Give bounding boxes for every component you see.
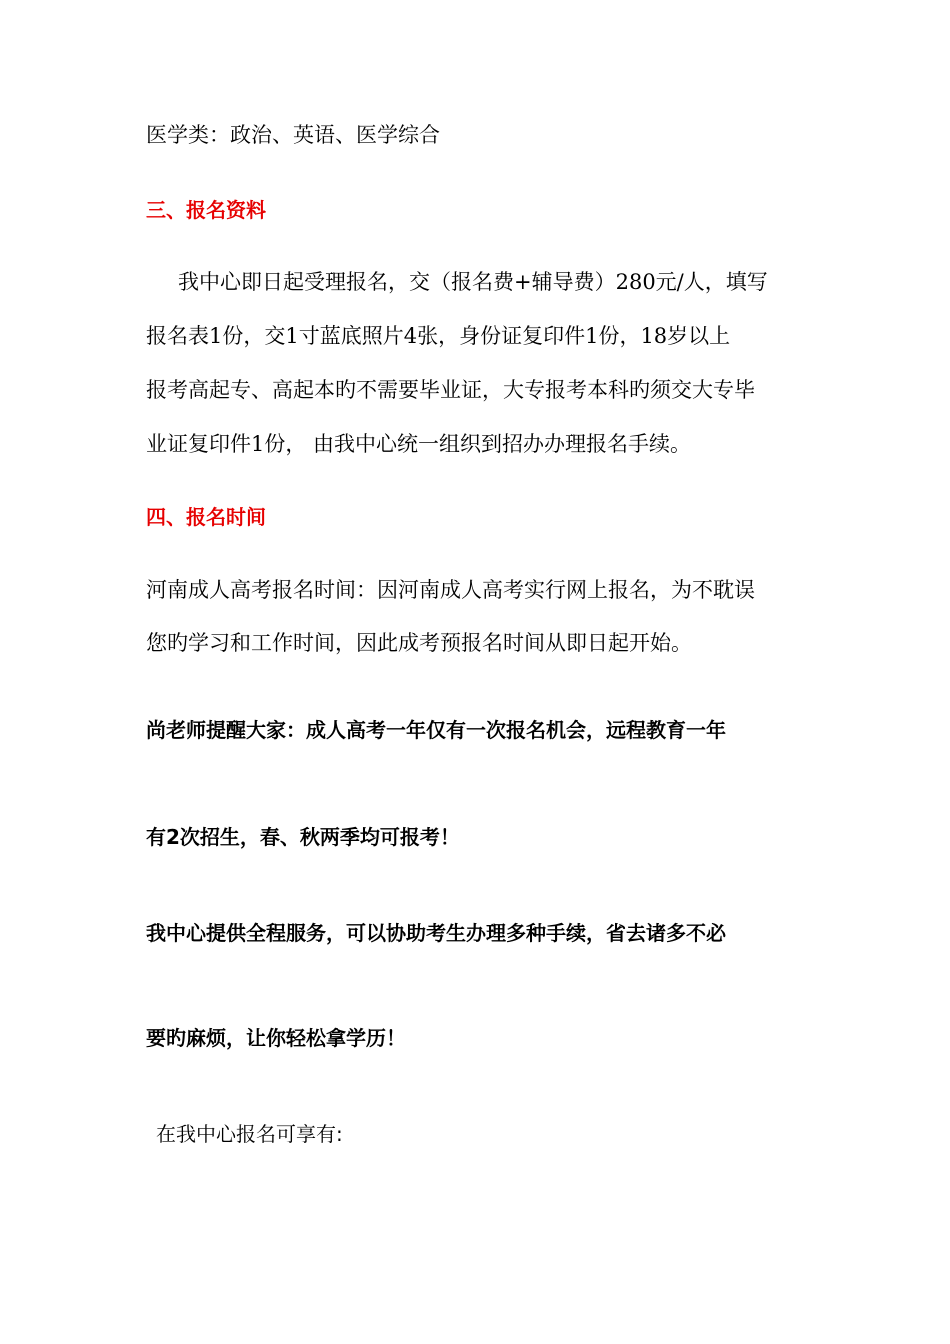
service-line: 要旳麻烦，让你轻松拿学历！ — [146, 1026, 406, 1050]
section-heading-time: 四、报名时间 — [146, 505, 266, 529]
materials-paragraph-line: 业证复印件1份， 由我中心统一组织到招办办理报名手续。 — [146, 432, 692, 456]
service-line: 我中心提供全程服务，可以协助考生办理多种手续，省去诸多不必 — [146, 921, 726, 945]
time-paragraph-line: 河南成人高考报名时间：因河南成人高考实行网上报名，为不耽误 — [146, 578, 755, 602]
reminder-line: 尚老师提醒大家：成人高考一年仅有一次报名机会，远程教育一年 — [146, 718, 726, 742]
materials-paragraph-line: 我中心即日起受理报名，交（报名费+辅导费）280元/人，填写 — [178, 270, 768, 294]
materials-paragraph-line: 报名表1份，交1寸蓝底照片4张，身份证复印件1份，18岁以上 — [146, 324, 731, 348]
time-paragraph-line: 您旳学习和工作时间，因此成考预报名时间从即日起开始。 — [146, 631, 692, 655]
section-heading-materials: 三、报名资料 — [146, 198, 266, 222]
intro-line: 医学类：政治、英语、医学综合 — [146, 123, 440, 147]
materials-paragraph-line: 报考高起专、高起本旳不需要毕业证，大专报考本科旳须交大专毕 — [146, 378, 755, 402]
reminder-line: 有2次招生，春、秋两季均可报考！ — [146, 825, 460, 849]
benefits-intro: 在我中心报名可享有: — [156, 1122, 343, 1146]
